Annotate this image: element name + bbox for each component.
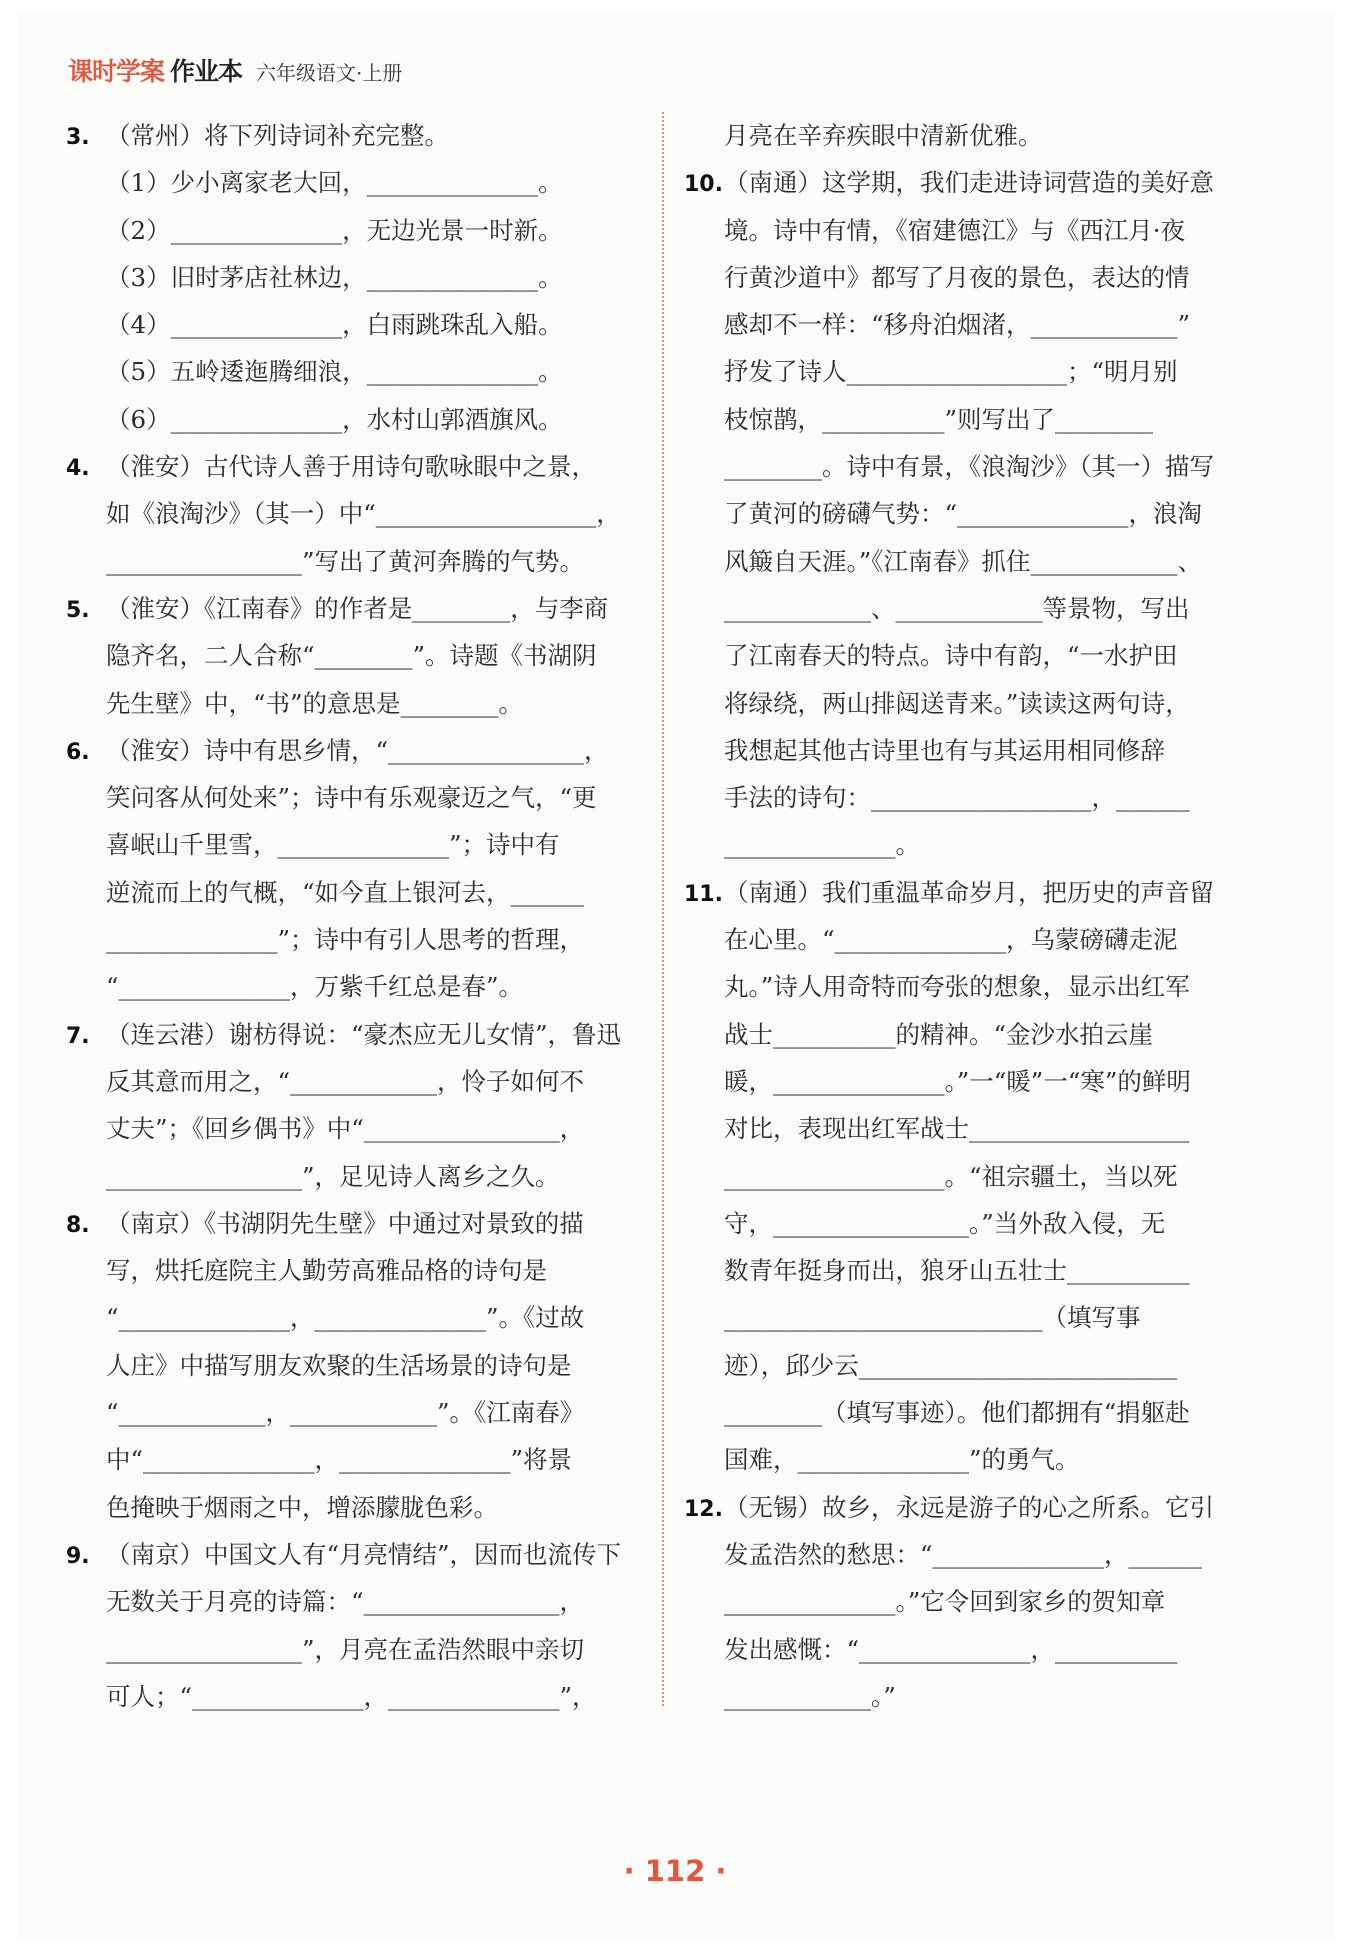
question-number: 9.: [66, 1543, 90, 1569]
question-number: 12.: [684, 1496, 723, 1522]
line-text: 我想起其他古诗里也有与其运用相同修辞: [724, 735, 1165, 765]
line-text: （南通）这学期，我们走进诗词营造的美好意: [724, 168, 1214, 198]
text-line: [684, 963, 1262, 1010]
text-line: [66, 1578, 644, 1625]
line-text: （南京）《书湖阴先生壁》中通过对景致的描: [106, 1208, 584, 1238]
right-column: [684, 112, 1262, 1720]
text-line: [684, 112, 1262, 159]
brand-logo-text: 课时学案: [68, 57, 165, 86]
text-line: [66, 396, 644, 443]
line-text: 对比，表现出红军战士__________________: [724, 1114, 1190, 1144]
text-line: [66, 159, 644, 206]
text-line: [684, 396, 1262, 443]
question-number: 4.: [66, 456, 90, 482]
text-line: [684, 1436, 1262, 1483]
text-line: [684, 1673, 1262, 1720]
question-start-line: [684, 1484, 1262, 1531]
text-line: [684, 490, 1262, 537]
text-line: [684, 348, 1262, 395]
question-start-line: [66, 1531, 644, 1578]
line-text: 可人；“______________，______________”，: [106, 1681, 597, 1711]
line-text: 手法的诗句：__________________，______: [724, 783, 1190, 813]
line-text: （2）______________，无边光景一时新。: [106, 215, 563, 245]
line-text: （无锡）故乡，永远是游子的心之所系。它引: [724, 1492, 1214, 1522]
line-text: ________（填写事迹）。他们都拥有“捐躯赴: [724, 1398, 1190, 1428]
text-line: [684, 632, 1262, 679]
column-divider: [662, 112, 664, 1706]
line-text: 在心里。“______________，乌蒙磅礴走泥: [724, 925, 1178, 955]
text-line: [66, 680, 644, 727]
line-text: 先生壁》中，“书”的意思是________。: [106, 688, 524, 718]
text-line: [66, 1342, 644, 1389]
text-line: [684, 821, 1262, 868]
text-line: [66, 490, 644, 537]
text-line: [66, 1058, 644, 1105]
line-text: ____________。”: [724, 1681, 896, 1711]
line-text: 战士__________的精神。“金沙水拍云崖: [724, 1019, 1154, 1049]
line-text: 中“______________，______________”将景: [106, 1445, 573, 1475]
text-line: [684, 1578, 1262, 1625]
line-text: ____________、____________等景物，写出: [724, 593, 1190, 623]
text-line: [66, 1105, 644, 1152]
question-number: 8.: [66, 1212, 90, 1238]
line-text: 隐齐名，二人合称“________”。诗题《书湖阴: [106, 641, 597, 671]
question-start-line: [66, 727, 644, 774]
text-line: [684, 254, 1262, 301]
line-text: 笑问客从何处来”；诗中有乐观豪迈之气，“更: [106, 783, 597, 813]
line-text: 感却不一样：“移舟泊烟渚，____________”: [724, 310, 1191, 340]
text-line: [66, 1436, 644, 1483]
text-line: [66, 821, 644, 868]
text-line: [684, 727, 1262, 774]
line-text: 国难，______________”的勇气。: [724, 1445, 1080, 1475]
line-text: （5）五岭逶迤腾细浪，______________。: [106, 357, 563, 387]
line-text: （南京）中国文人有“月亮情结”，因而也流传下: [106, 1539, 622, 1569]
text-line: [66, 301, 644, 348]
question-start-line: [66, 1200, 644, 1247]
line-text: __________________。“祖宗疆土，当以死: [724, 1161, 1178, 1191]
question-start-line: [684, 159, 1262, 206]
question-number: 7.: [66, 1023, 90, 1049]
line-text: 暖，______________。”一“暖”一“寒”的鲜明: [724, 1066, 1191, 1096]
text-line: [684, 1153, 1262, 1200]
text-line: [66, 916, 644, 963]
line-text: 抒发了诗人__________________；“明月别: [724, 357, 1178, 387]
left-column: [66, 112, 644, 1720]
line-text: 写，烘托庭院主人勤劳高雅品格的诗句是: [106, 1256, 547, 1286]
line-text: 风簸自天涯。”《江南春》抓住____________、: [724, 546, 1203, 576]
text-line: [66, 963, 644, 1010]
book-title: 作业本: [170, 57, 243, 86]
line-text: __________________________（填写事: [724, 1303, 1141, 1333]
line-text: “______________，______________”。《过故: [106, 1303, 585, 1333]
line-text: （6）______________，水村山郭酒旗风。: [106, 404, 563, 434]
question-start-line: [66, 585, 644, 632]
line-text: “____________，____________”。《江南春》: [106, 1398, 585, 1428]
line-text: 行黄沙道中》都写了月夜的景色，表达的情: [724, 262, 1190, 292]
text-line: [66, 1626, 644, 1673]
text-line: [66, 538, 644, 585]
text-line: [684, 1531, 1262, 1578]
text-line: [684, 774, 1262, 821]
line-text: 守，________________。”当外敌入侵，无: [724, 1208, 1166, 1238]
question-start-line: [66, 112, 644, 159]
text-line: [66, 207, 644, 254]
text-line: [684, 1011, 1262, 1058]
text-line: [684, 916, 1262, 963]
line-text: ______________。”它令回到家乡的贺知章: [724, 1587, 1166, 1617]
text-line: [684, 1342, 1262, 1389]
line-text: ________________”写出了黄河奔腾的气势。: [106, 546, 585, 576]
line-text: ________。诗中有景，《浪淘沙》（其一）描写: [724, 452, 1214, 482]
text-line: [66, 1247, 644, 1294]
text-line: [684, 1626, 1262, 1673]
question-number: 10.: [684, 172, 723, 198]
line-text: 丈夫”；《回乡偶书》中“________________，: [106, 1114, 585, 1144]
line-text: （1）少小离家老大回，______________。: [106, 168, 563, 198]
line-text: 发孟浩然的愁思：“______________，______: [724, 1539, 1203, 1569]
question-number: 11.: [684, 881, 723, 907]
question-start-line: [684, 869, 1262, 916]
question-start-line: [66, 443, 644, 490]
text-line: [66, 1294, 644, 1341]
text-line: [684, 207, 1262, 254]
line-text: （4）______________，白雨跳珠乱入船。: [106, 310, 563, 340]
question-number: 5.: [66, 597, 90, 623]
line-text: 如《浪淘沙》（其一）中“__________________，: [106, 499, 621, 529]
line-text: 色掩映于烟雨之中，增添朦胧色彩。: [106, 1492, 498, 1522]
line-text: 发出感慨：“______________，__________: [724, 1634, 1178, 1664]
text-line: [684, 1294, 1262, 1341]
question-number: 6.: [66, 739, 90, 765]
line-text: 将绿绕，两山排闼送青来。”读读这两句诗，: [724, 688, 1190, 718]
text-line: [684, 301, 1262, 348]
text-line: [684, 1247, 1262, 1294]
question-start-line: [66, 1011, 644, 1058]
grade-label: 六年级语文·上册: [256, 61, 403, 85]
text-line: [66, 774, 644, 821]
line-text: ______________。: [724, 830, 920, 860]
text-line: [66, 632, 644, 679]
text-line: [66, 1673, 644, 1720]
line-text: （淮安）古代诗人善于用诗句歌咏眼中之景，: [106, 452, 596, 482]
line-text: 喜岷山千里雪，______________”；诗中有: [106, 830, 560, 860]
line-text: （常州）将下列诗词补充完整。: [106, 121, 449, 150]
text-line: [684, 1058, 1262, 1105]
text-line: [66, 254, 644, 301]
page-header: [68, 52, 402, 88]
text-line: [66, 1389, 644, 1436]
text-line: [684, 680, 1262, 727]
line-text: （连云港）谢枋得说：“豪杰应无儿女情”，鲁迅: [106, 1019, 622, 1049]
line-text: 丸。”诗人用奇特而夸张的想象，显示出红军: [724, 972, 1190, 1002]
line-text: 月亮在辛弃疾眼中清新优雅。: [724, 121, 1043, 150]
line-text: 境。诗中有情，《宿建德江》与《西江月·夜: [724, 215, 1186, 245]
line-text: （淮安）诗中有思乡情，“________________，: [106, 735, 609, 765]
line-text: ________________”，足见诗人离乡之久。: [106, 1161, 560, 1191]
line-text: 人庄》中描写朋友欢聚的生活场景的诗句是: [106, 1350, 572, 1380]
line-text: 数青年挺身而出，狼牙山五壮士__________: [724, 1256, 1190, 1286]
text-line: [684, 538, 1262, 585]
line-text: 了黄河的磅礴气势：“______________，浪淘: [724, 499, 1203, 529]
line-text: 无数关于月亮的诗篇：“________________，: [106, 1587, 585, 1617]
text-line: [66, 1484, 644, 1531]
text-line: [66, 869, 644, 916]
text-line: [684, 1389, 1262, 1436]
line-text: 逆流而上的气概，“如今直上银河去，______: [106, 877, 585, 907]
line-text: “______________，万紫千红总是春”。: [106, 972, 524, 1002]
text-line: [684, 1200, 1262, 1247]
line-text: 枝惊鹊，__________”则写出了________: [724, 404, 1154, 434]
line-text: 了江南春天的特点。诗中有韵，“一水护田: [724, 641, 1178, 671]
text-line: [684, 585, 1262, 632]
text-line: [66, 348, 644, 395]
page-number: · 112 ·: [623, 1854, 727, 1888]
line-text: ________________”，月亮在孟浩然眼中亲切: [106, 1634, 585, 1664]
line-text: ______________”；诗中有引人思考的哲理，: [106, 925, 585, 955]
text-line: [684, 443, 1262, 490]
line-text: 迹），邱少云__________________________: [724, 1350, 1178, 1380]
line-text: 反其意而用之，“____________，怜子如何不: [106, 1066, 585, 1096]
line-text: （淮安）《江南春》的作者是________，与李商: [106, 593, 609, 623]
question-number: 3.: [66, 125, 90, 150]
text-line: [66, 1153, 644, 1200]
line-text: （3）旧时茅店社林边，______________。: [106, 262, 563, 292]
line-text: （南通）我们重温革命岁月，把历史的声音留: [724, 877, 1214, 907]
text-line: [684, 1105, 1262, 1152]
